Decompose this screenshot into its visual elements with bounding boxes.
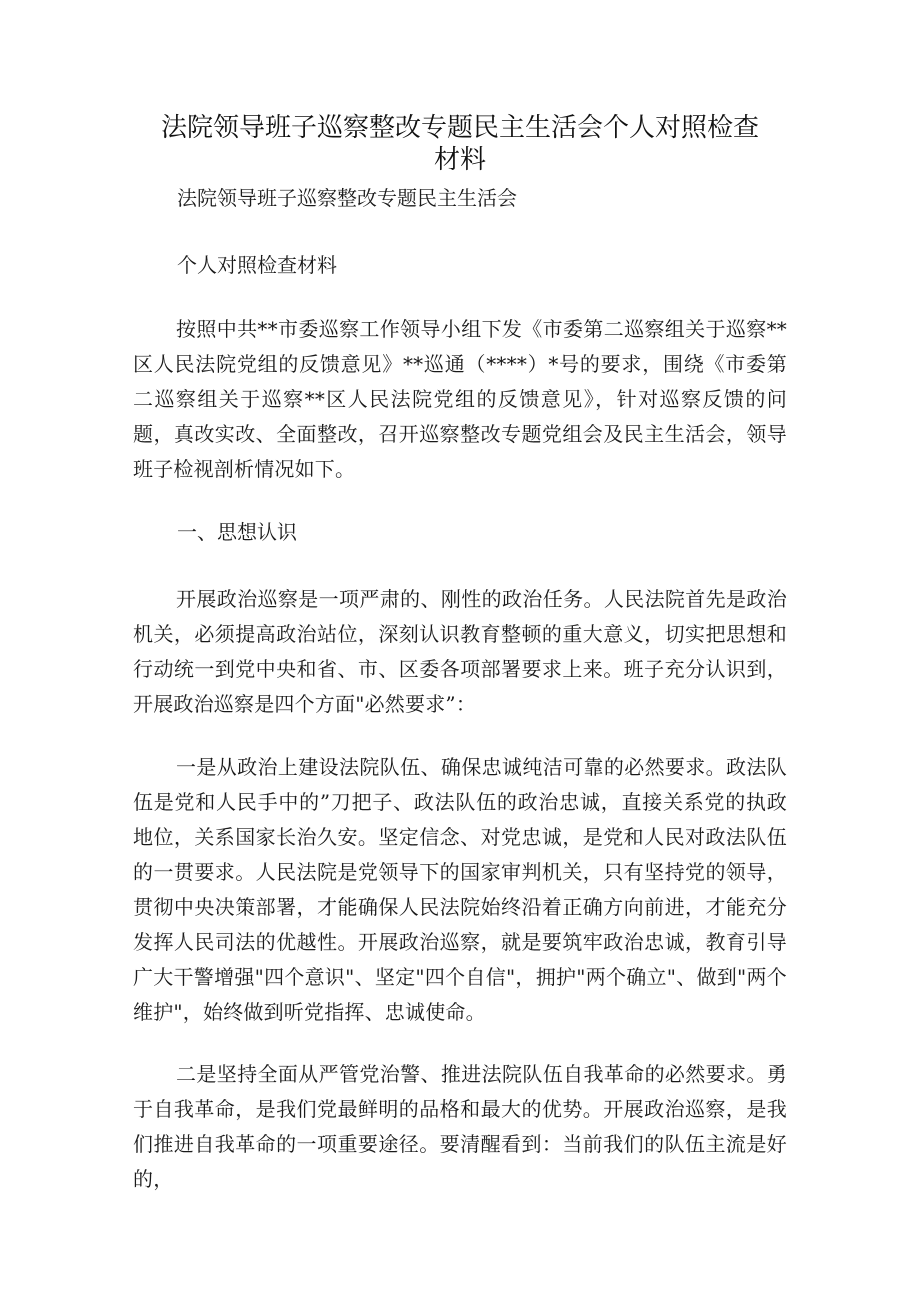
document-title-line2: 材料 [433, 145, 486, 175]
section1-heading: 一、思想认识 [177, 520, 297, 544]
intro-paragraph: 按照中共**市委巡察工作领导小组下发《市委第二巡察组关于巡察**区人民法院党组的反馈意见》**巡通（****）*号的要求，围绕《市委第二巡察组关于巡察**区人民法院党组的反馈意见》，针对巡察反馈的问题，真改实改、全面整改，召开巡察整改专题党组会及民主生活会，领导班子检视剖析情况如下。 [133, 317, 787, 481]
heading-personal-check: 个人对照检查材料 [177, 253, 337, 277]
section1-paragraph-1: 开展政治巡察是一项严肃的、刚性的政治任务。人民法院首先是政治机关，必须提高政治站位，深刻认识教育整顿的重大意义，切实把思想和行动统一到党中央和省、市、区委各项部署要求上来。班子充分认识到，开展政治巡察是四个方面"必然要求”： [133, 587, 787, 716]
section1-paragraph-2: 一是从政治上建设法院队伍、确保忠诚纯洁可靠的必然要求。政法队伍是党和人民手中的”刀把子、政法队伍的政治忠诚，直接关系党的执政地位，关系国家长治久安。坚定信念、对党忠诚，是党和人民对政法队伍的一贯要求。人民法院是党领导下的国家审判机关，只有坚持党的领导，贯彻中央决策部署，才能确保人民法院始终沿着正确方向前进，才能充分发挥人民司法的优越性。开展政治巡察，就是要筑牢政治忠诚，教育引导广大干警增强"四个意识"、坚定"四个自信"，拥护"两个确立"、做到"两个维护"，始终做到听党指挥、忠诚使命。 [133, 755, 787, 1024]
section1-paragraph-3: 二是坚持全面从严管党治警、推进法院队伍自我革命的必然要求。勇于自我革命，是我们党最鲜明的品格和最大的优势。开展政治巡察，是我们推进自我革命的一项重要途径。要清醒看到：当前我们的队伍主流是好的， [133, 1062, 787, 1191]
document-subtitle: 法院领导班子巡察整改专题民主生活会 [177, 186, 517, 210]
document-title-line1: 法院领导班子巡察整改专题民主生活会个人对照检查 [160, 113, 759, 143]
